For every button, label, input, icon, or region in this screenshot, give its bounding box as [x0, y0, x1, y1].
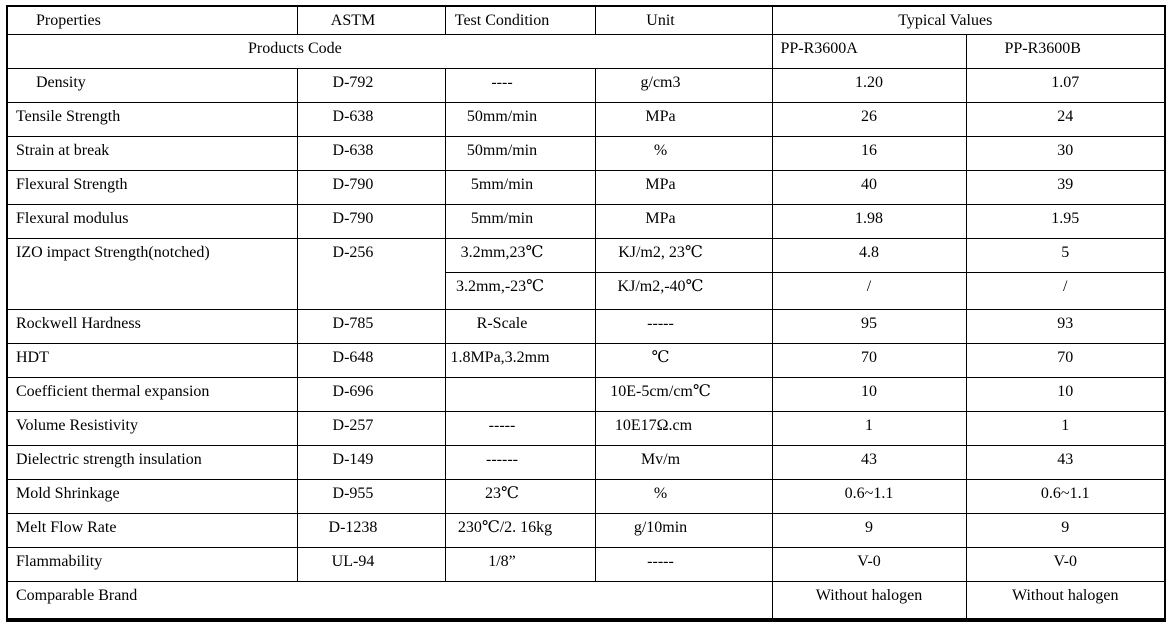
unit-cell: KJ/m2,-40℃ — [595, 272, 772, 309]
astm-cell: D-149 — [297, 445, 445, 479]
astm-cell: D-1238 — [297, 513, 445, 547]
unit-cell: MPa — [595, 204, 772, 238]
unit-cell: g/cm3 — [595, 68, 772, 102]
test-condition-cell: ----- — [445, 411, 595, 445]
astm-cell: D-792 — [297, 68, 445, 102]
col-header-test-condition: Test Condition — [445, 6, 595, 34]
value-b-cell: 70 — [966, 343, 1165, 377]
property-name-cell: Tensile Strength — [7, 102, 297, 136]
value-b-cell: 1.07 — [966, 68, 1165, 102]
unit-cell: ℃ — [595, 343, 772, 377]
property-name-cell: Rockwell Hardness — [7, 309, 297, 343]
value-a-cell: 26 — [772, 102, 966, 136]
row-volume-resistivity — [7, 411, 1165, 445]
astm-cell: D-638 — [297, 102, 445, 136]
value-a-cell: 1.98 — [772, 204, 966, 238]
property-name-cell: Strain at break — [7, 136, 297, 170]
value-a-cell: 95 — [772, 309, 966, 343]
property-name-cell: Flexural modulus — [7, 204, 297, 238]
value-b-cell: 30 — [966, 136, 1165, 170]
test-condition-cell: 1.8MPa,3.2mm — [445, 343, 595, 377]
value-a-cell: 70 — [772, 343, 966, 377]
unit-cell: 10E-5cm/cm℃ — [595, 377, 772, 411]
astm-cell: D-790 — [297, 204, 445, 238]
row-hdt — [7, 343, 1165, 377]
test-condition-cell: 5mm/min — [445, 204, 595, 238]
property-name-cell: Flammability — [7, 547, 297, 581]
value-a-cell: 4.8 — [772, 238, 966, 272]
value-b-cell: 43 — [966, 445, 1165, 479]
row-mold-shrinkage — [7, 479, 1165, 513]
test-condition-cell: ------ — [445, 445, 595, 479]
value-a-cell: 16 — [772, 136, 966, 170]
header-row — [7, 6, 1165, 34]
astm-cell: UL-94 — [297, 547, 445, 581]
property-name-cell: Volume Resistivity — [7, 411, 297, 445]
property-name-cell: IZO impact Strength(notched) — [7, 238, 297, 309]
test-condition-cell: 50mm/min — [445, 102, 595, 136]
test-condition-cell: 3.2mm,23℃ — [445, 238, 595, 272]
value-b-cell: 39 — [966, 170, 1165, 204]
test-condition-cell — [445, 377, 595, 411]
grade-a-name: PP-R3600A — [772, 34, 966, 68]
astm-cell: D-648 — [297, 343, 445, 377]
astm-cell: D-955 — [297, 479, 445, 513]
test-condition-cell: 5mm/min — [445, 170, 595, 204]
property-name-cell: Flexural Strength — [7, 170, 297, 204]
value-a-cell: V-0 — [772, 547, 966, 581]
unit-cell: MPa — [595, 102, 772, 136]
row-tensile-strength — [7, 102, 1165, 136]
value-a-cell: 40 — [772, 170, 966, 204]
unit-cell: ----- — [595, 309, 772, 343]
row-flammability — [7, 547, 1165, 581]
products-code-row — [7, 34, 1165, 68]
unit-cell: % — [595, 136, 772, 170]
test-condition-cell: 50mm/min — [445, 136, 595, 170]
value-b-cell: 1.95 — [966, 204, 1165, 238]
col-header-properties: Properties — [7, 6, 297, 34]
property-name-cell: Melt Flow Rate — [7, 513, 297, 547]
test-condition-cell: 23℃ — [445, 479, 595, 513]
unit-cell: % — [595, 479, 772, 513]
value-b-cell: V-0 — [966, 547, 1165, 581]
material-properties-table — [6, 5, 1166, 622]
col-header-astm: ASTM — [297, 6, 445, 34]
value-a-cell: 10 — [772, 377, 966, 411]
value-b-cell: 5 — [966, 238, 1165, 272]
unit-cell: ----- — [595, 547, 772, 581]
value-a-cell: 0.6~1.1 — [772, 479, 966, 513]
astm-cell: D-785 — [297, 309, 445, 343]
test-condition-cell: 230℃/2. 16kg — [445, 513, 595, 547]
row-flexural-strength — [7, 170, 1165, 204]
row-izo-impact-strength — [7, 238, 1165, 272]
row-strain-at-break — [7, 136, 1165, 170]
col-header-unit: Unit — [595, 6, 772, 34]
value-a-cell: 1 — [772, 411, 966, 445]
value-b-cell: / — [966, 272, 1165, 309]
col-header-typical-values: Typical Values — [772, 6, 1165, 34]
value-b-cell: 93 — [966, 309, 1165, 343]
unit-cell: 10E17Ω.cm — [595, 411, 772, 445]
test-condition-cell: 1/8” — [445, 547, 595, 581]
row-density — [7, 68, 1165, 102]
test-condition-cell: R-Scale — [445, 309, 595, 343]
astm-cell: D-696 — [297, 377, 445, 411]
value-b-cell: 0.6~1.1 — [966, 479, 1165, 513]
astm-cell: D-257 — [297, 411, 445, 445]
value-a-cell: 43 — [772, 445, 966, 479]
value-b-cell: 10 — [966, 377, 1165, 411]
comparable-brand-a-cell: Without halogen — [772, 581, 966, 620]
unit-cell: Mv/m — [595, 445, 772, 479]
value-a-cell: 9 — [772, 513, 966, 547]
unit-cell: KJ/m2, 23℃ — [595, 238, 772, 272]
value-a-cell: 1.20 — [772, 68, 966, 102]
comparable-brand-row — [7, 581, 1165, 620]
products-code-label: Products Code — [7, 34, 772, 68]
comparable-brand-label: Comparable Brand — [7, 581, 772, 620]
unit-cell: g/10min — [595, 513, 772, 547]
unit-cell: MPa — [595, 170, 772, 204]
astm-cell: D-790 — [297, 170, 445, 204]
astm-cell: D-638 — [297, 136, 445, 170]
row-rockwell-hardness — [7, 309, 1165, 343]
row-flexural-modulus — [7, 204, 1165, 238]
grade-b-name: PP-R3600B — [966, 34, 1165, 68]
test-condition-cell: 3.2mm,-23℃ — [445, 272, 595, 309]
property-name-cell: Density — [7, 68, 297, 102]
value-b-cell: 24 — [966, 102, 1165, 136]
value-b-cell: 9 — [966, 513, 1165, 547]
property-name-cell: Dielectric strength insulation — [7, 445, 297, 479]
property-name-cell: Coefficient thermal expansion — [7, 377, 297, 411]
property-name-cell: Mold Shrinkage — [7, 479, 297, 513]
property-name-cell: HDT — [7, 343, 297, 377]
row-dielectric-strength-insulation — [7, 445, 1165, 479]
value-a-cell: / — [772, 272, 966, 309]
astm-cell: D-256 — [297, 238, 445, 309]
row-coefficient-thermal-expansion — [7, 377, 1165, 411]
row-melt-flow-rate — [7, 513, 1165, 547]
test-condition-cell: ---- — [445, 68, 595, 102]
comparable-brand-b-cell: Without halogen — [966, 581, 1165, 620]
value-b-cell: 1 — [966, 411, 1165, 445]
